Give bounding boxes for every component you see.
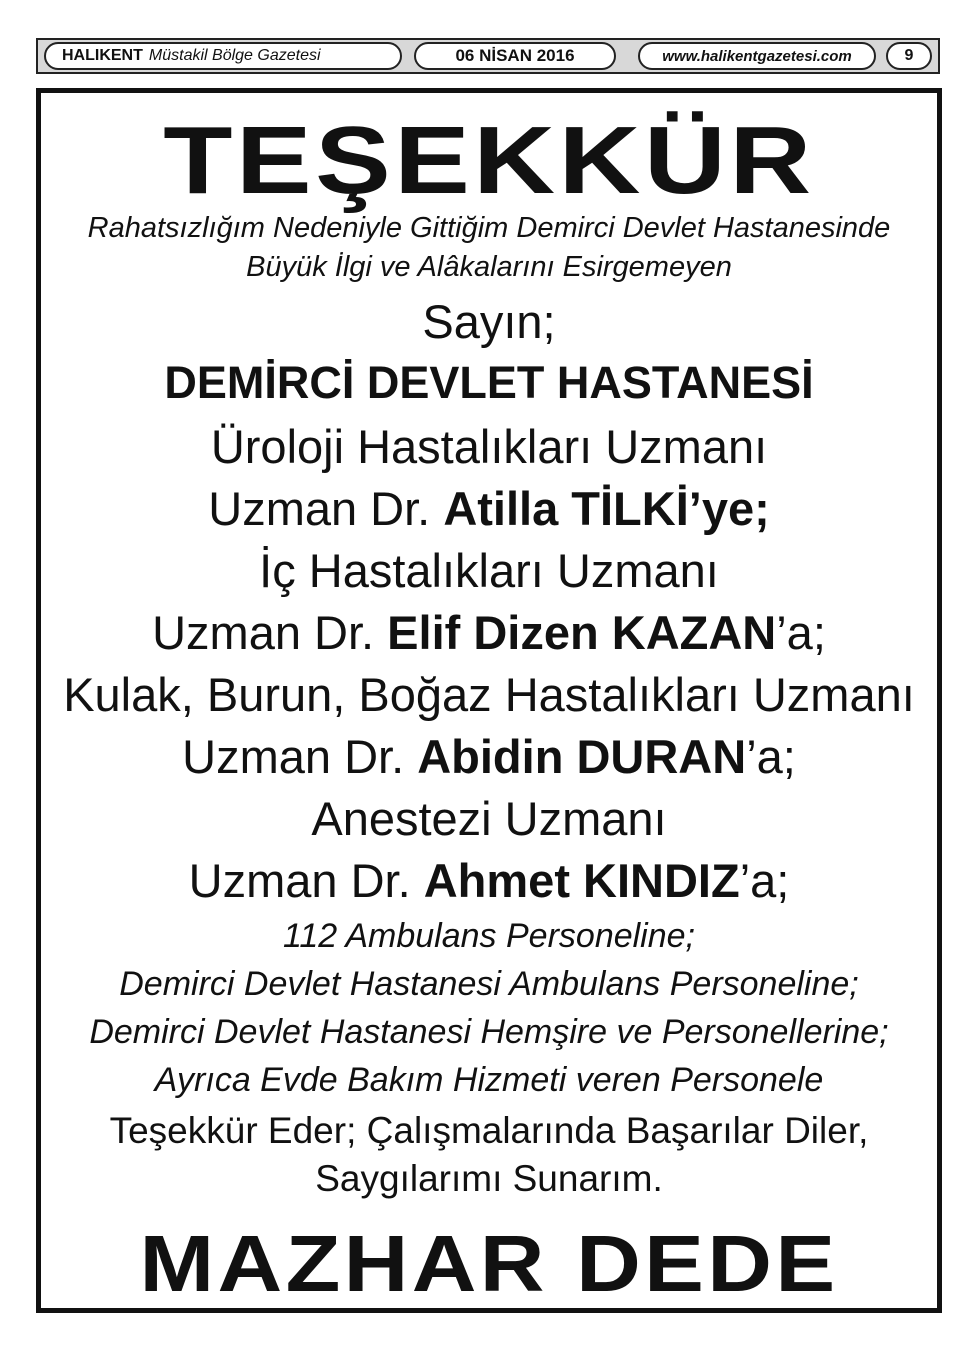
salutation: Sayın; [422, 295, 556, 348]
staff-line-4: Ayrıca Evde Bakım Hizmeti veren Personele [154, 1061, 824, 1099]
doctor-3-suffix: ’a; [746, 730, 796, 783]
doctor-2-suffix: ’a; [776, 606, 826, 659]
doctor-1-name: Atilla TİLKİ’ye; [443, 482, 770, 535]
doctor-1-specialty: Üroloji Hastalıkları Uzmanı [210, 420, 768, 473]
paper-name: HALIKENT [62, 47, 143, 64]
intro-line-1: Rahatsızlığım Nedeniyle Gittiğim Demirci Devlet Hastanesinde [87, 212, 891, 244]
paper-name-pill [44, 42, 402, 70]
doctor-4-suffix: ’a; [739, 854, 790, 907]
notice-title: TEŞEKKÜR [163, 107, 815, 214]
doctor-3-specialty: Kulak, Burun, Boğaz Hastalıkları Uzmanı [63, 668, 915, 721]
doctor-2-line [36, 604, 942, 662]
doctor-4-line [36, 852, 942, 910]
doctor-4-name: Ahmet KINDIZ [423, 854, 740, 907]
page-number: 9 [886, 42, 932, 70]
doctor-3-line [36, 728, 942, 786]
staff-line-2: Demirci Devlet Hastanesi Ambulans Personeline; [119, 965, 859, 1003]
doctor-2-name: Elif Dizen KAZAN [387, 606, 777, 659]
doctor-3-prefix: Uzman Dr. [182, 730, 405, 783]
paper-subtitle: Müstakil Bölge Gazetesi [148, 47, 321, 64]
issue-date: 06 NİSAN 2016 [414, 42, 616, 70]
intro-line-2: Büyük İlgi ve Alâkalarını Esirgemeyen [246, 251, 732, 283]
closing-line-2: Saygılarımı Sunarım. [315, 1158, 663, 1199]
closing-line-1: Teşekkür Eder; Çalışmalarında Başarılar Diler, [109, 1110, 869, 1151]
hospital-name: DEMİRCİ DEVLET HASTANESİ [164, 357, 814, 408]
doctor-2-prefix: Uzman Dr. [152, 606, 375, 659]
doctor-1-prefix: Uzman Dr. [208, 482, 431, 535]
staff-line-1: 112 Ambulans Personeline; [282, 917, 696, 955]
doctor-2-specialty: İç Hastalıkları Uzmanı [259, 544, 719, 597]
signature: MAZHAR DEDE [139, 1219, 839, 1308]
doctor-1-line [36, 480, 942, 538]
doctor-4-specialty: Anestezi Uzmanı [311, 792, 667, 845]
staff-line-3: Demirci Devlet Hastanesi Hemşire ve Personellerine; [89, 1013, 889, 1051]
website-link[interactable]: www.halikentgazetesi.com [638, 42, 876, 70]
doctor-4-prefix: Uzman Dr. [188, 854, 411, 907]
doctor-3-name: Abidin DURAN [417, 730, 747, 783]
